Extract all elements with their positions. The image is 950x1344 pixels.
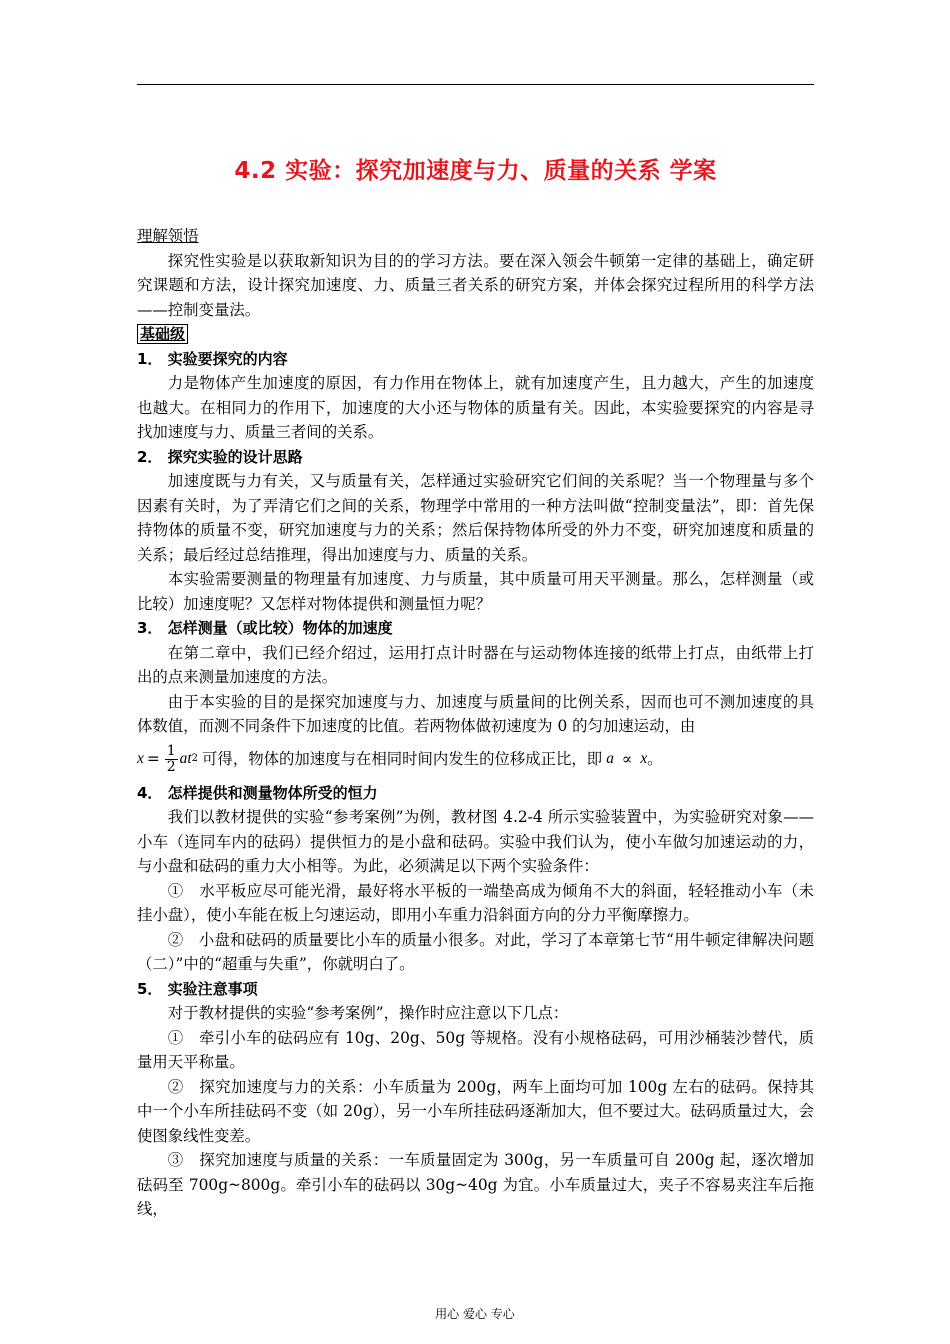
formula-a: a [606, 750, 614, 768]
header-rule [137, 84, 814, 85]
level-label-row [137, 322, 814, 347]
formula-equals: = [146, 750, 160, 769]
paragraph-5c: ② 探究加速度与力的关系：小车质量为 200g，两车上面均可加 100g 左右的砝码。保持其中一个小车所挂砝码不变（如 20g），另一小车所挂砝码逐渐加大，但不要过大。砝码质量过大，会使图象线性变差。 [137, 1077, 814, 1145]
paragraph-3c: 可得，物体的加速度与在相同时间内发生的位移成正比，即 [202, 750, 603, 769]
paragraph-3a: 在第二章中，我们已经介绍过，运用打点计时器在与运动物体连接的纸带上打点，由纸带上打出的点来测量加速度的方法。 [137, 643, 814, 686]
document-body [137, 224, 814, 1222]
formula-x: x [137, 750, 144, 768]
page-title: 4.2 实验：探究加速度与力、质量的关系 学案 [234, 158, 717, 184]
fraction-numerator: 1 [166, 743, 176, 759]
paragraph-2a: 加速度既与力有关，又与质量有关，怎样通过实验研究它们间的关系呢？当一个物理量与多个因素有关时，为了弄清它们之间的关系，物理学中常用的一种方法叫做“控制变量法”，即：首先保持物体的质量不变，研究加速度与力的关系；然后保持物体所受的外力不变，研究加速度和质量的关系；最后经过总结推理，得出加速度与力、质量的关系。 [137, 472, 814, 564]
intro-paragraph: 探究性实验是以获取新知识为目的的学习方法。要在深入领会牛顿第一定律的基础上，确定研究课题和方法，设计探究加速度、力、质量三者关系的研究方案，并体会探究过程所用的科学方法——控制变量法。 [137, 251, 814, 319]
paragraph-3b: 由于本实验的目的是探究加速度与力、加速度与质量间的比例关系，因而也可不测加速度的具体数值，而测不同条件下加速度的比值。若两物体做初速度为 0 的匀加速运动，由 [137, 692, 814, 735]
paragraph-4a: 我们以教材提供的实验“参考案例”为例，教材图 4.2-4 所示实验装置中，为实验研究对象——小车（连同车内的砝码）提供恒力的是小盘和砝码。实验中我们认为，使小车做匀加速运动的力，与小盘和砝码的重力大小相等。为此，必须满足以下两个实验条件： [137, 808, 814, 875]
formula-at: at [179, 750, 192, 768]
fraction-denominator: 2 [166, 759, 176, 775]
paragraph-4b: ① 水平板应尽可能光滑，最好将水平板的一端垫高成为倾角不大的斜面，轻轻推动小车（未挂小盘），使小车能在板上匀速运动，即用小车重力沿斜面方向的分力平衡摩擦力。 [137, 881, 814, 924]
paragraph-5b: ① 牵引小车的砝码应有 10g、20g、50g 等规格。没有小规格砝码，可用沙桶装沙替代，质量用天平称量。 [137, 1028, 814, 1071]
paragraph-5d: ③ 探究加速度与质量的关系：一车质量固定为 300g，另一车质量可自 200g 起，逐次增加砝码至 700g~800g。牵引小车的砝码以 30g~40g 为宜。小车质量过大，夹子不容易夹注车后拖线， [137, 1151, 815, 1218]
paragraph-4c: ② 小盘和砝码的质量要比小车的质量小很多。对此，学习了本章第七节“用牛顿定律解决问题（二）”中的“超重与失重”，你就明白了。 [137, 930, 814, 973]
paragraph-5a: 对于教材提供的实验“参考案例”，操作时应注意以下几点： [167, 1004, 569, 1022]
formula-end: 。 [647, 750, 663, 769]
formula-fraction [165, 744, 178, 775]
heading-2: 2． 探究实验的设计思路 [137, 447, 303, 466]
heading-1: 1． 实验要探究的内容 [137, 349, 288, 368]
level-label: 基础级 [137, 324, 188, 344]
page-footer: 用心 爱心 专心 [435, 1307, 515, 1321]
paragraph-1: 力是物体产生加速度的原因，有力作用在物体上，就有加速度产生，且力越大，产生的加速度也越大。在相同力的作用下，加速度的大小还与物体的质量有关。因此，本实验要探究的内容是寻找加速度与力、质量三者间的关系。 [137, 374, 814, 441]
formula-proportional: ∝ [621, 750, 633, 769]
paragraph-2b: 本实验需要测量的物理量有加速度、力与质量，其中质量可用天平测量。那么，怎样测量（或比较）加速度呢？又怎样对物体提供和测量恒力呢？ [137, 570, 814, 613]
section-label: 理解领悟 [137, 227, 199, 245]
heading-5: 5． 实验注意事项 [137, 979, 258, 998]
heading-4: 4． 怎样提供和测量物体所受的恒力 [137, 783, 378, 802]
formula-exponent: 2 [191, 753, 199, 765]
formula-line [137, 739, 814, 781]
formula-x2: x [640, 750, 648, 768]
heading-3: 3． 怎样测量（或比较）物体的加速度 [137, 619, 393, 637]
